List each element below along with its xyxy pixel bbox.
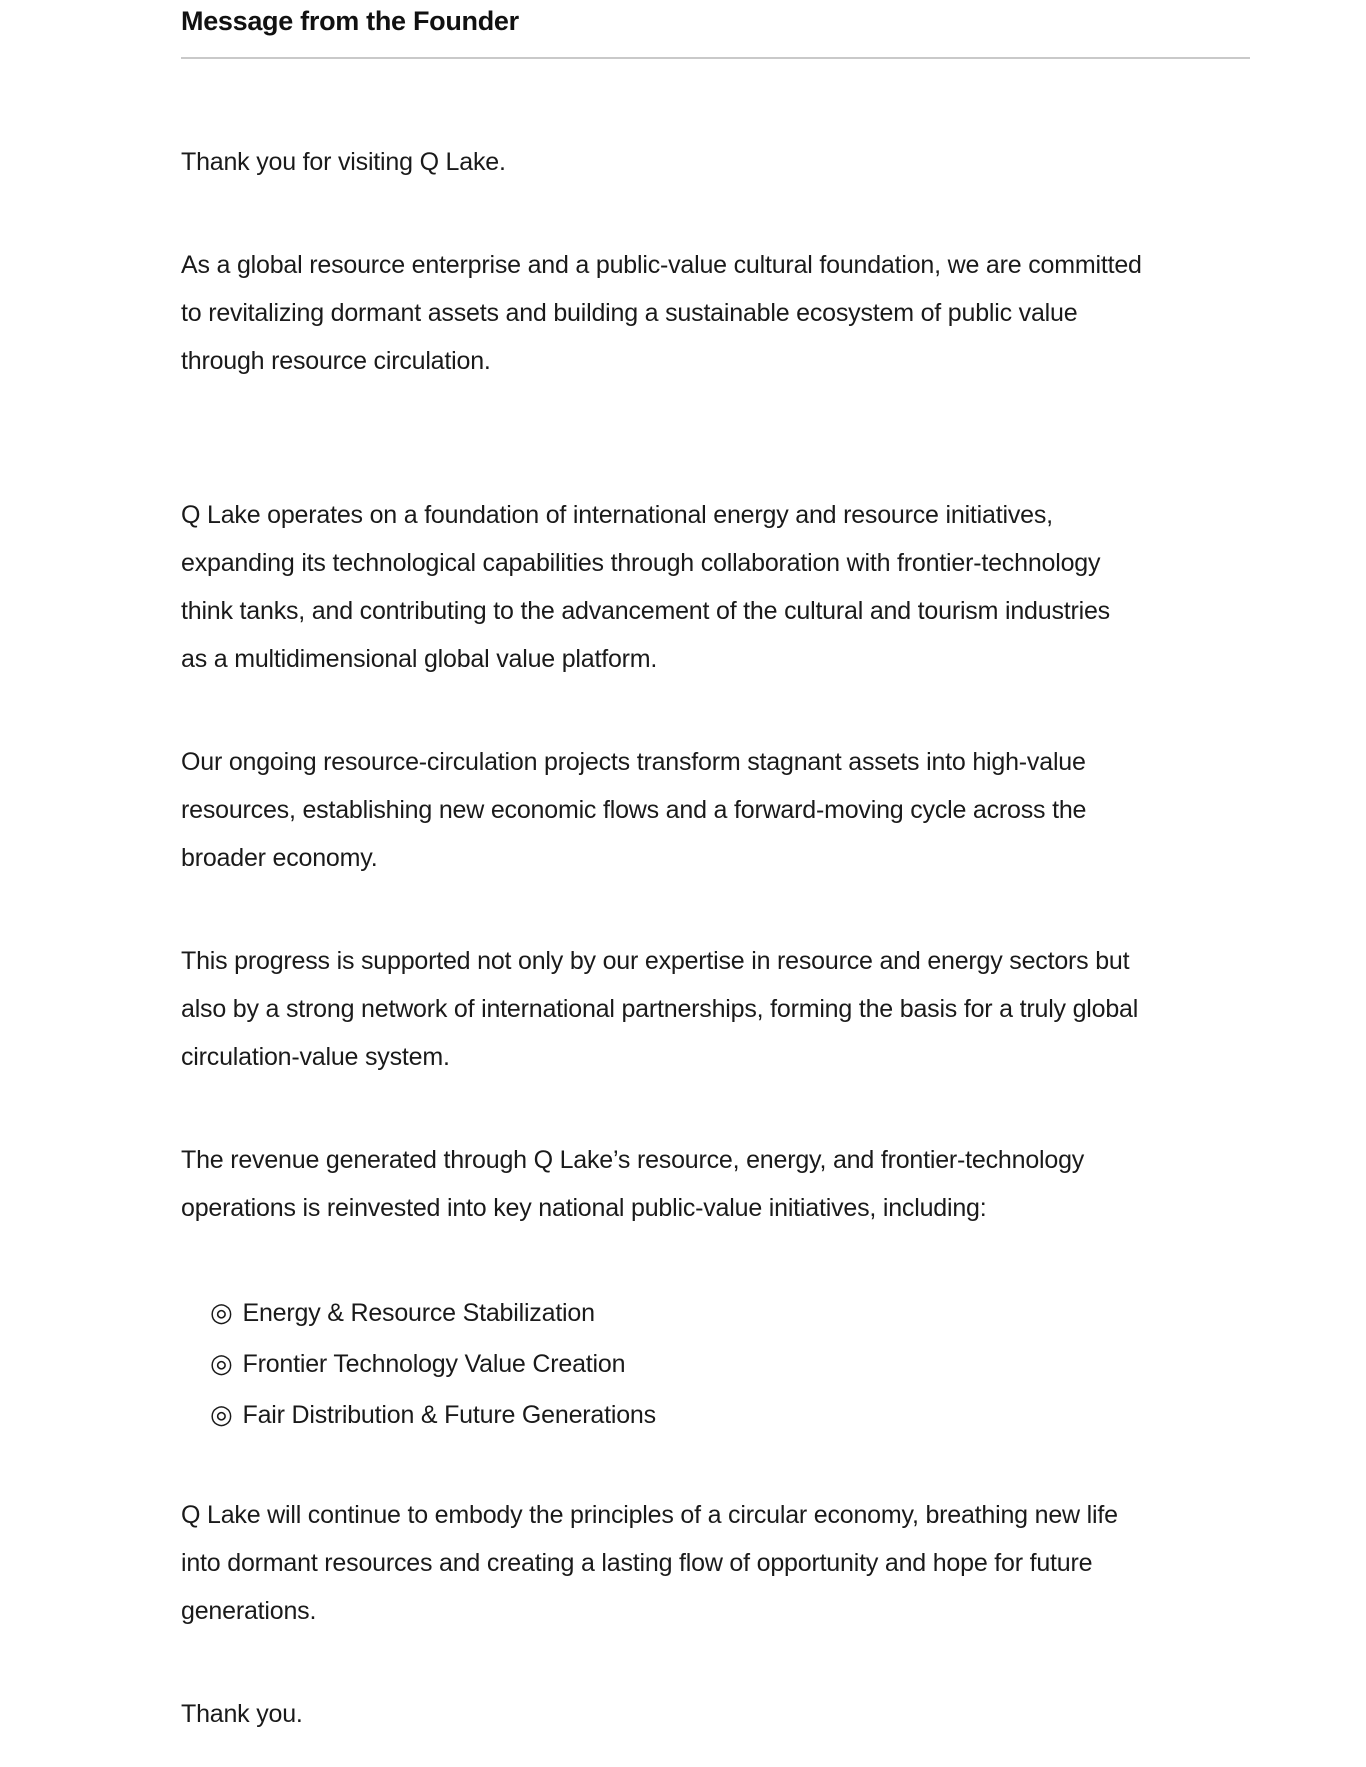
paragraph-projects xyxy=(181,738,1250,882)
paragraph-line: operations is reinvested into key national public-value initiatives, including: xyxy=(181,1194,987,1222)
paragraph-line: think tanks, and contributing to the advancement of the cultural and tourism industries xyxy=(181,597,1110,625)
paragraph-line: as a multidimensional global value platform. xyxy=(181,645,658,673)
page-title: Message from the Founder xyxy=(181,6,519,36)
paragraph-line: to revitalizing dormant assets and building a sustainable ecosystem of public value xyxy=(181,299,1078,327)
paragraph-line: broader economy. xyxy=(181,844,378,872)
paragraph-line: As a global resource enterprise and a public-value cultural foundation, we are committed xyxy=(181,251,1142,279)
title-divider xyxy=(181,57,1250,59)
paragraph-line: Q Lake operates on a foundation of international energy and resource initiatives, xyxy=(181,501,1053,529)
paragraph-partnerships xyxy=(181,937,1250,1081)
paragraph-line: generations. xyxy=(181,1597,317,1625)
paragraph-line: This progress is supported not only by our expertise in resource and energy sectors but xyxy=(181,947,1130,975)
paragraph-revenue xyxy=(181,1136,1250,1232)
paragraph-line: circulation-value system. xyxy=(181,1043,450,1071)
paragraph-line: The revenue generated through Q Lake’s resource, energy, and frontier-technology xyxy=(181,1146,1085,1174)
paragraph-commitment xyxy=(181,1491,1250,1635)
list-item-label: Energy & Resource Stabilization xyxy=(242,1299,595,1327)
paragraph-line: into dormant resources and creating a lasting flow of opportunity and hope for future xyxy=(181,1549,1093,1577)
paragraph-greeting xyxy=(181,138,1250,186)
bullseye-bullet-icon: ◎ xyxy=(210,1297,233,1327)
initiatives-list xyxy=(210,1287,1250,1440)
list-item-label: Frontier Technology Value Creation xyxy=(242,1350,626,1378)
bullseye-bullet-icon: ◎ xyxy=(210,1348,233,1378)
paragraph-thanks xyxy=(181,1690,1250,1738)
paragraph-line: Q Lake will continue to embody the principles of a circular economy, breathing new life xyxy=(181,1501,1118,1529)
paragraph-line: expanding its technological capabilities through collaboration with frontier-technology xyxy=(181,549,1101,577)
list-item xyxy=(210,1287,1250,1338)
list-item xyxy=(210,1338,1250,1389)
list-item xyxy=(210,1389,1250,1440)
paragraph-line: Thank you for visiting Q Lake. xyxy=(181,148,506,176)
paragraph-line: Our ongoing resource-circulation projects transform stagnant assets into high-value xyxy=(181,748,1086,776)
paragraph-line: also by a strong network of international partnerships, forming the basis for a truly global xyxy=(181,995,1139,1023)
paragraph-line: Thank you. xyxy=(181,1700,303,1728)
message-body xyxy=(181,138,1250,1738)
paragraph-line: through resource circulation. xyxy=(181,347,491,375)
list-item-label: Fair Distribution & Future Generations xyxy=(242,1401,656,1429)
bullseye-bullet-icon: ◎ xyxy=(210,1399,233,1429)
paragraph-intro xyxy=(181,241,1250,385)
paragraph-line: resources, establishing new economic flows and a forward-moving cycle across the xyxy=(181,796,1087,824)
paragraph-operations xyxy=(181,491,1250,683)
